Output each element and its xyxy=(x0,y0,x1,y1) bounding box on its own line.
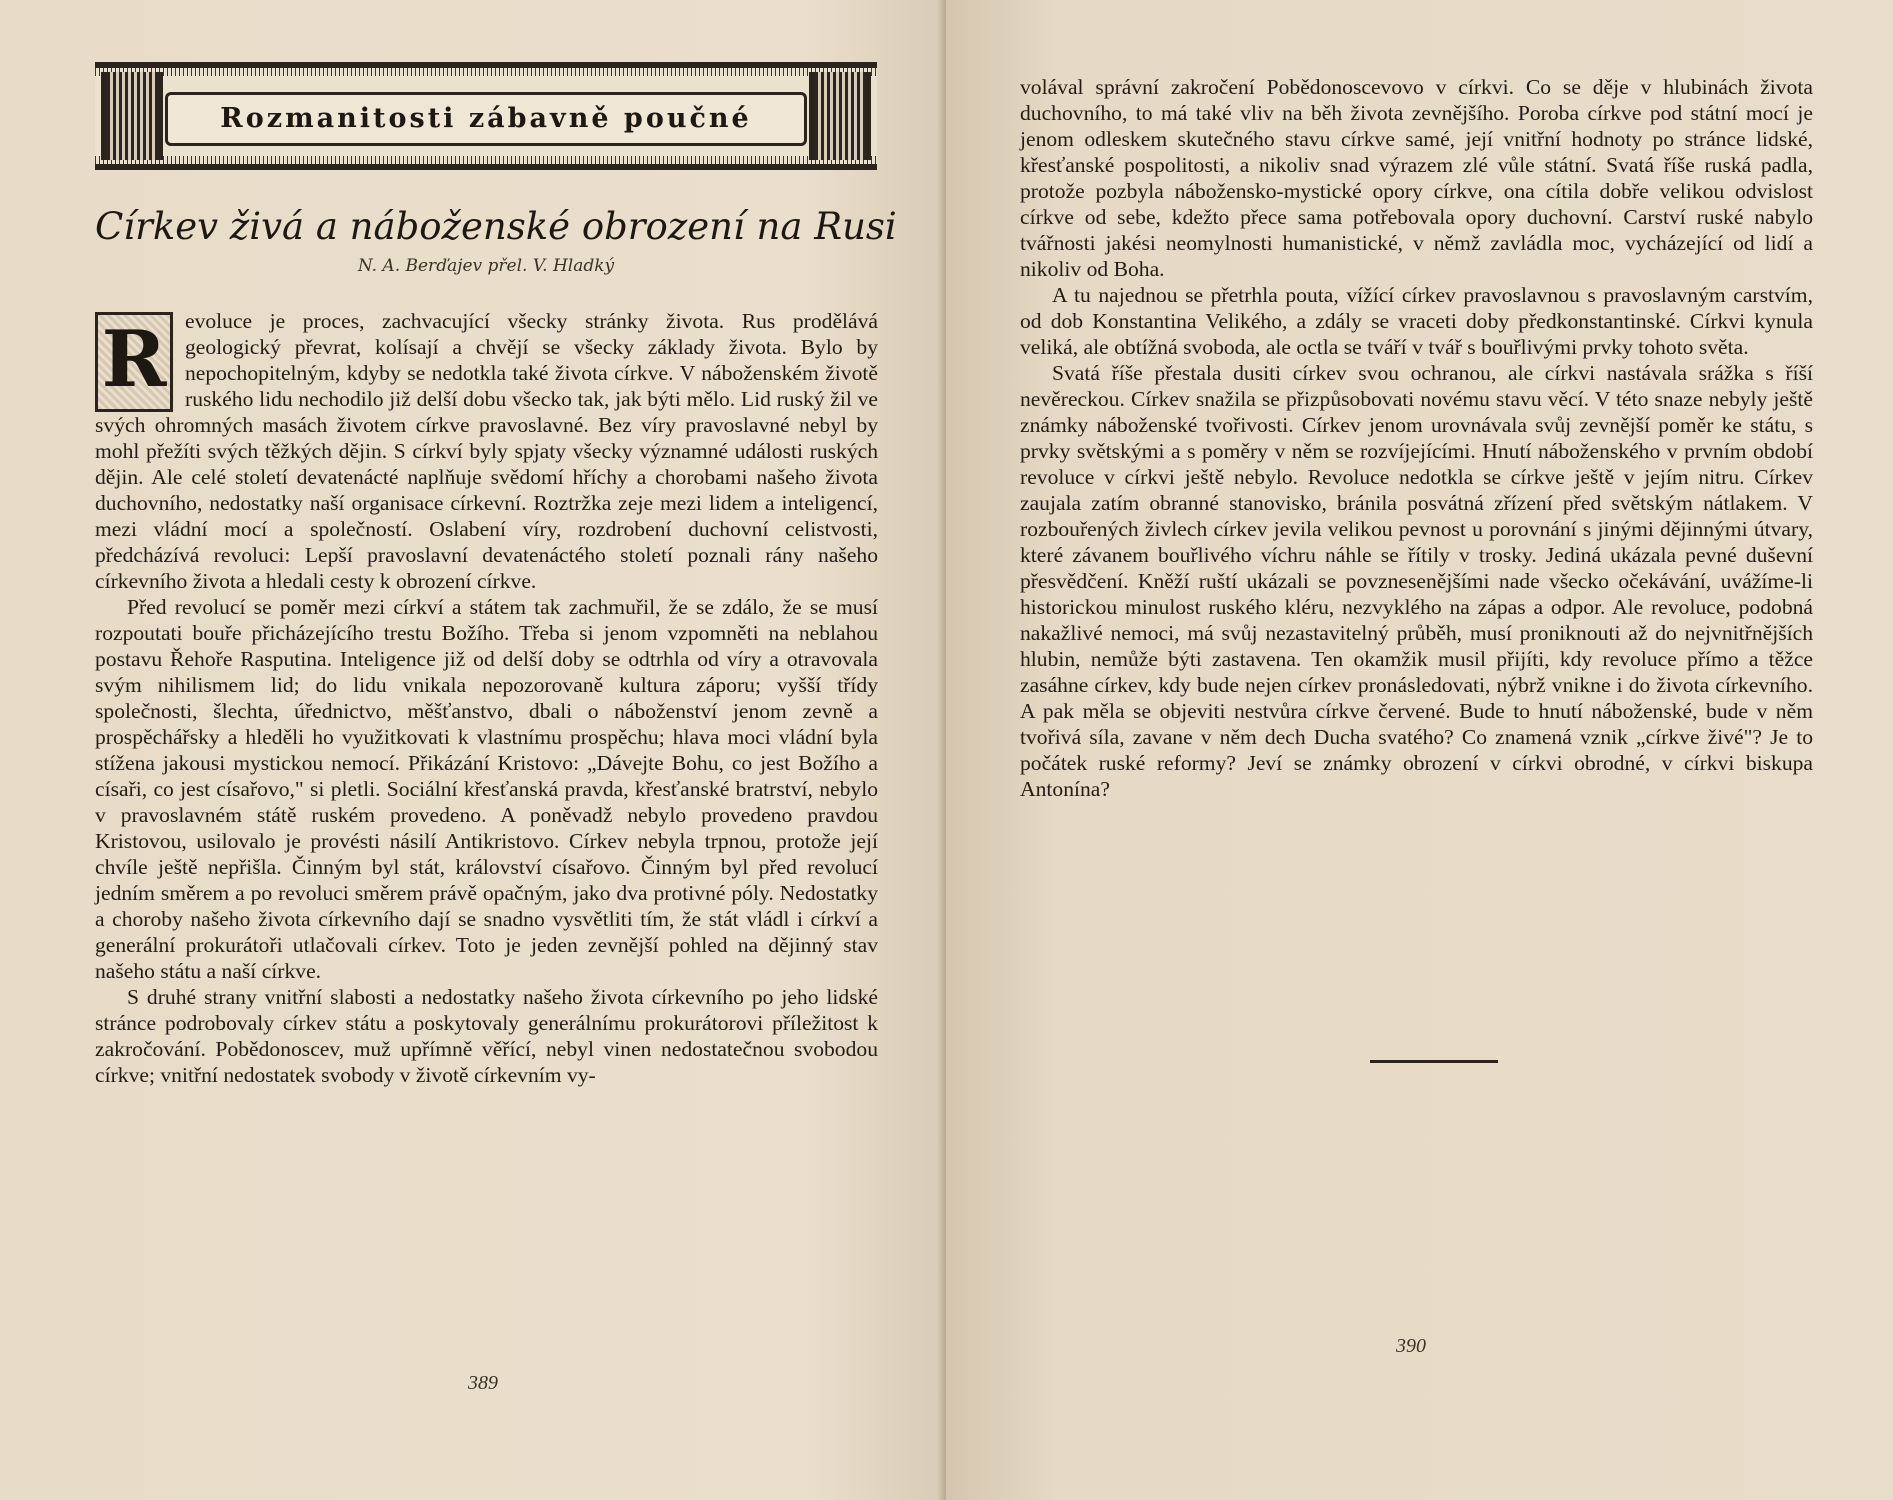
page-number-left: 389 xyxy=(468,1372,498,1394)
paragraph: R evoluce je proces, zachvacující všecky stránky života. Rus prodělává geologický převrat, kolísají a chvějí se všecky základy života. Bylo by nepochopitelným, kdyby se nedotkla také života církve. V náboženském životě ruského lidu nechodilo již delší dobu všecko tak, jak býti mělo. Lid ruský žil ve svých ohromných masách životem církve pravoslavné. Bez víry pravoslavné nebyl by mohl přežíti svých těžkých dějin. S církví byly spjaty všecky významné události ruských dějin. Ale celé století devatenácté naplňuje svědomí hříchy a chorobami našeho života duchovního, nedostatky naší organisace církevní. Roztržka zeje mezi lidem a inteligencí, mezi vládní mocí a společností. Oslabení víry, rozdrobení duchovní celistvosti, předcházívá revoluci: Lepší pravoslavní devatenáctého století poznali rány našeho církevního života a hledali cesty k obrození církve. xyxy=(95,309,878,593)
end-rule xyxy=(1370,1060,1498,1063)
paragraph: volával správní zakročení Pobědonoscevovo v církvi. Co se děje v hlubinách života duchovního, to má také vliv na běh života zevnějšího. Poroba církve pod státní mocí je jenom odleskem skutečného stavu církve samé, její vnitřní hodnoty po stránce lidské, křesťanské pospolitosti, a nikoliv snad výrazem zlé vůle státní. Svatá říše ruská padla, protože pozbyla nábožensko-mystické opory církve, ona cítila dobře velikou odvislost církve od sebe, kdežto přece sama potřebovala opory duchovní. Carství ruské nabylo tvářnosti jakési neomylnosti humanistické, v němž zavládla moc, vycházející od lidí a nikoliv od Boha. xyxy=(1020,75,1813,281)
drop-cap: R xyxy=(95,312,173,412)
right-column-text xyxy=(1020,74,1813,802)
paragraph: A tu najednou se přetrhla pouta, vížící církev pravoslavnou s pravoslavným carstvím, od dob Konstantina Velikého, a zdály se vraceti doby předkonstantinské. Církvi kynula veliká, ale obtížná svoboda, ale octla se tváří v tvář s bouřlivými prvky tohoto světa. xyxy=(1020,283,1813,359)
left-page xyxy=(0,0,946,1500)
paragraph: Svatá říše přestala dusiti církev svou ochranou, ale církvi nastávala srážka s říší nevěreckou. Církev snažila se přizpůsobovati novému stavu věcí. V této snaze nebyly ještě známky náboženské tvořivosti. Církev jenom urovnávala svůj zevnější poměr ke státu, s prvky světskými a s poměry v něm se rozvíjejícími. Hnutí náboženského v prvním období revoluce v církvi ještě nebylo. Revoluce nedotkla se církve ještě v jejím nitru. Církev zaujala zatím obranné stanovisko, bránila posvátná zřízení před světským nátlakem. V rozbouřených živlech církev jevila velikou pevnost u porovnání s jinými dějinnými útvary, které závanem bouřlivého víchru náhle se řítily v trosky. Jediná ukázala pevné duševní přesvědčení. Kněží ruští ukázali se povznesenějšími nade všecko očekávání, uvážíme-li historickou minulost ruského kléru, nezvyklého na zápas a odpor. Ale revoluce, podobná nakažlivé nemoci, má svůj nezastavitelný průběh, musí proniknouti až do nejvnitřnějších hlubin, nemůže býti zastavena. Ten okamžik musil přijíti, kdy revoluce přímo a těžce zasáhne církev, kdy bude nejen církev pronásledovati, nýbrž vnikne i do života církevního. A pak měla se objeviti nestvůra církve červené. Bude to hnutí náboženské, bude v něm tvořivá síla, zavane v něm dech Ducha svatého? Co znamená vznik „církve živé"? Je to počátek ruské reformy? Jeví se známky obrození v církvi obrodné, v církvi biskupa Antonína? xyxy=(1020,361,1813,801)
left-column-text xyxy=(95,308,878,1088)
paragraph: S druhé strany vnitřní slabosti a nedostatky našeho života církevního po jeho lidské stránce podrobovaly církev státu a poskytovaly generálnímu prokurátorovi příležitost k zakročování. Pobědonoscev, muž upřímně věřící, nebyl vinen nedostatečnou svobodou církve; vnitřní nedostatek svobody v životě církevním vy- xyxy=(95,985,878,1087)
article-title: Církev živá a náboženské obrození na Rusi xyxy=(95,205,897,248)
section-header: Rozmanitosti zábavně poučné xyxy=(165,92,807,146)
page-number-right: 390 xyxy=(1396,1335,1426,1357)
paragraph: Před revolucí se poměr mezi církví a státem tak zachmuřil, že se zdálo, že se musí rozpoutati bouře přicházejícího trestu Božího. Třeba si jenom vzpomněti na neblahou postavu Řehoře Rasputina. Inteligence již od delší doby se odtrhla od víry a otravovala svým nihilismem lid; do lidu vnikala nepozorovaně kultura záporu; vyšší třídy společnosti, šlechta, úřednictvo, měšťanstvo, dbali o náboženství jenom zevně a prospěchářsky a hleděli ho využitkovati k vlastnímu prospěchu; hlava moci vládní byla stížena jakousi mystickou nemocí. Přikázání Kristovo: „Dávejte Bohu, co jest Božího a císaři, co jest císařovo," si pletli. Sociální křesťanská pravda, křesťanské bratrství, nebylo v pravoslavném státě ruském provedeno. A poněvadž nebylo provedeno pravdou Kristovou, usilovalo je provésti násilí Antikristovo. Církev nebyla trpnou, protože její chvíle ještě nepřišla. Činným byl stát, království císařovo. Činným byl před revolucí jedním směrem a po revoluci směrem právě opačným, jako dva protivné póly. Nedostatky a choroby našeho života církevního dají se snadno vysvětliti tím, že stát vládl i církví a generální prokurátoři utlačovali církev. Toto je jeden zevnější pohled na dějinný stav našeho státu a naší církve. xyxy=(95,595,878,983)
byline: N. A. Berďajev přel. V. Hladký xyxy=(357,256,615,276)
right-page xyxy=(946,0,1893,1500)
section-header-banner xyxy=(95,62,877,170)
